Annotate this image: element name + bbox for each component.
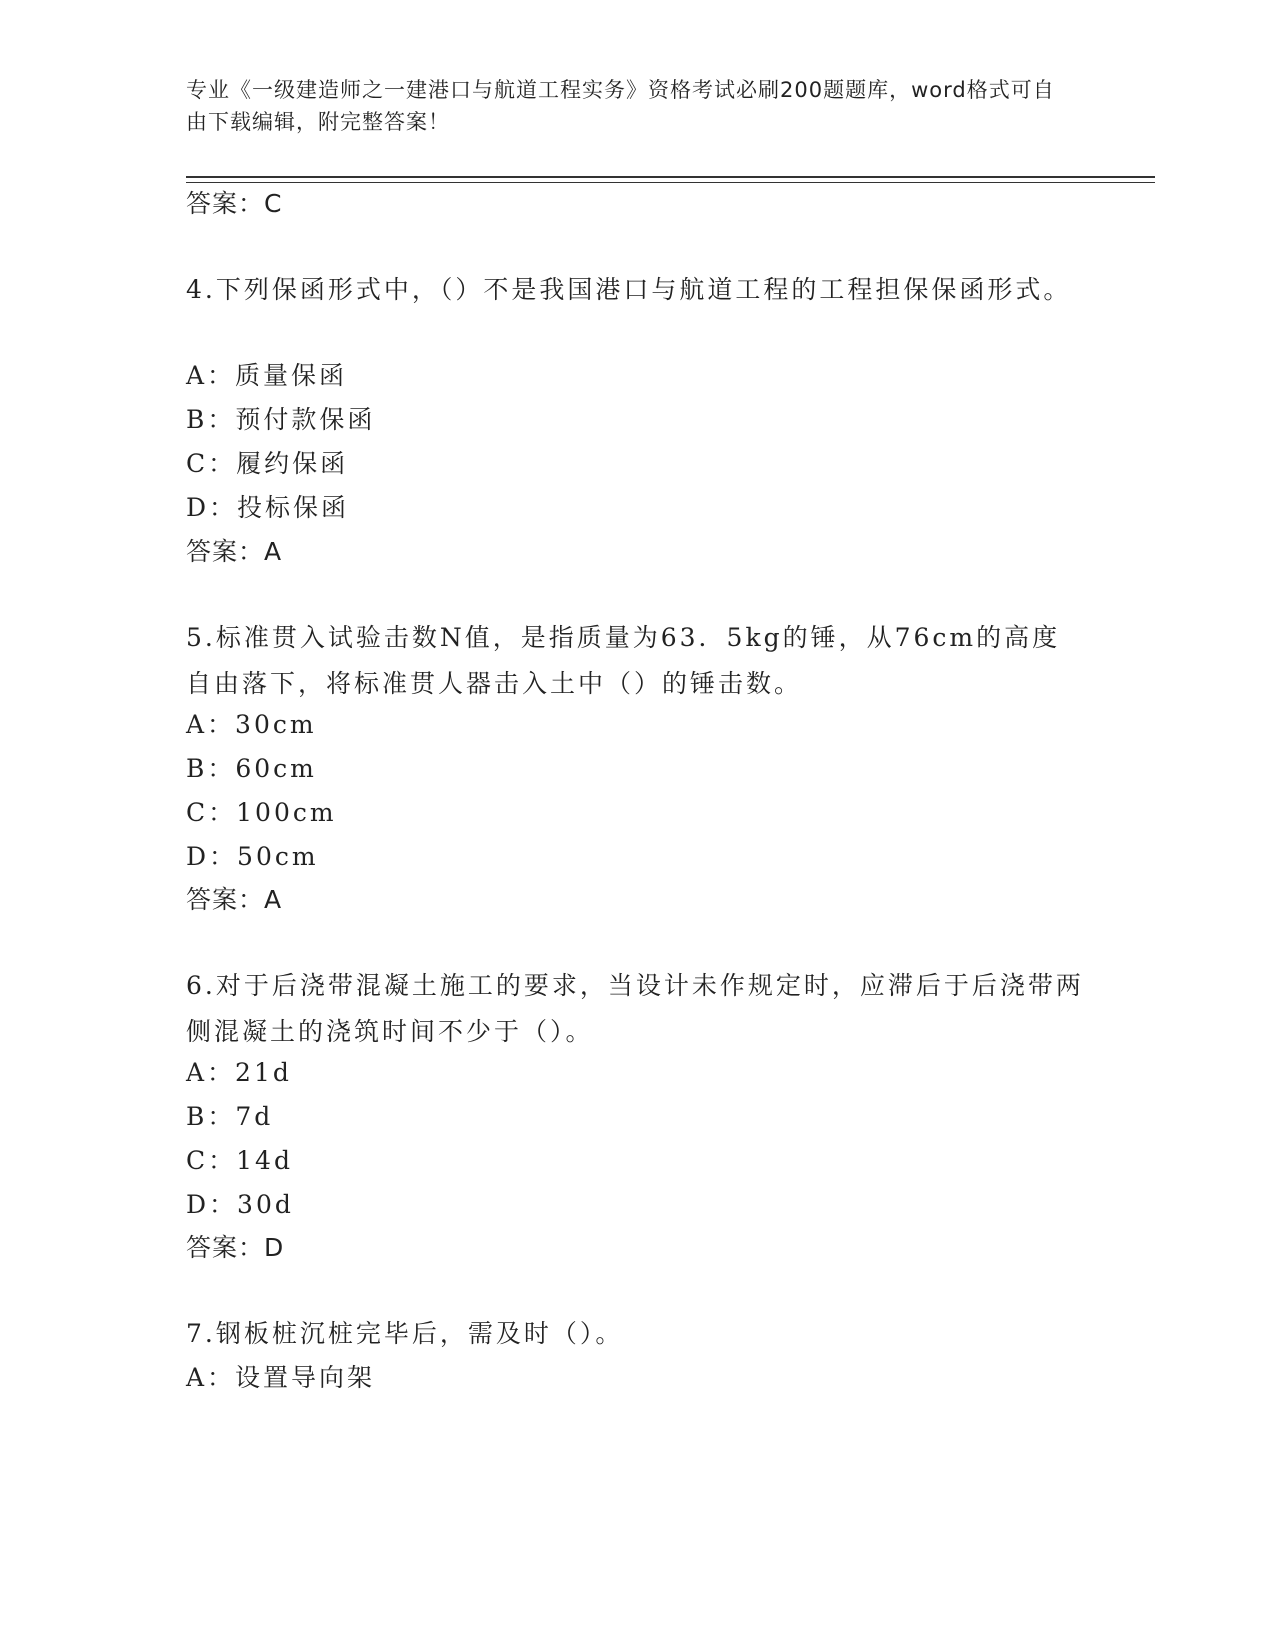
question-5-option-c: C：100cm [186, 798, 337, 827]
answer-q6: 答案：D [186, 1233, 285, 1262]
document-header: 专业《一级建造师之一建港口与航道工程实务》资格考试必刷200题题库，word格式可自由下载编辑，附完整答案！ [186, 78, 1055, 134]
question-4-option-b: B：预付款保函 [186, 405, 376, 434]
question-4-option-a: A：质量保函 [186, 361, 348, 390]
question-4-stem: 4.下列保函形式中，（）不是我国港口与航道工程的工程担保保函形式。 [186, 275, 1072, 304]
question-6-option-c: C：14d [186, 1146, 293, 1175]
question-4-option-c: C：履约保函 [186, 449, 349, 478]
question-5-option-d: D：50cm [186, 842, 319, 871]
answer-q3: 答案：C [186, 189, 283, 218]
question-6-option-d: D：30d [186, 1190, 294, 1219]
header-divider-bottom [186, 182, 1155, 183]
question-5-option-b: B：60cm [186, 754, 317, 783]
question-6-stem: 6.对于后浇带混凝土施工的要求，当设计未作规定时，应滞后于后浇带两侧混凝土的浇筑时间不少于（）。 [186, 971, 1084, 1046]
header-divider-top [186, 176, 1155, 178]
question-6-option-a: A：21d [186, 1058, 292, 1087]
question-7-stem: 7.钢板桩沉桩完毕后，需及时（）。 [186, 1319, 624, 1348]
question-7-option-a: A：设置导向架 [186, 1363, 376, 1392]
question-6-option-b: B：7d [186, 1102, 274, 1131]
answer-q5: 答案：A [186, 885, 283, 914]
question-5-stem: 5.标准贯入试验击数N值，是指质量为63．5kg的锤，从76cm的高度自由落下，将标准贯人器击入土中（）的锤击数。 [186, 623, 1061, 698]
question-4-option-d: D：投标保函 [186, 493, 350, 522]
answer-q4: 答案：A [186, 537, 283, 566]
question-5-option-a: A：30cm [186, 710, 317, 739]
